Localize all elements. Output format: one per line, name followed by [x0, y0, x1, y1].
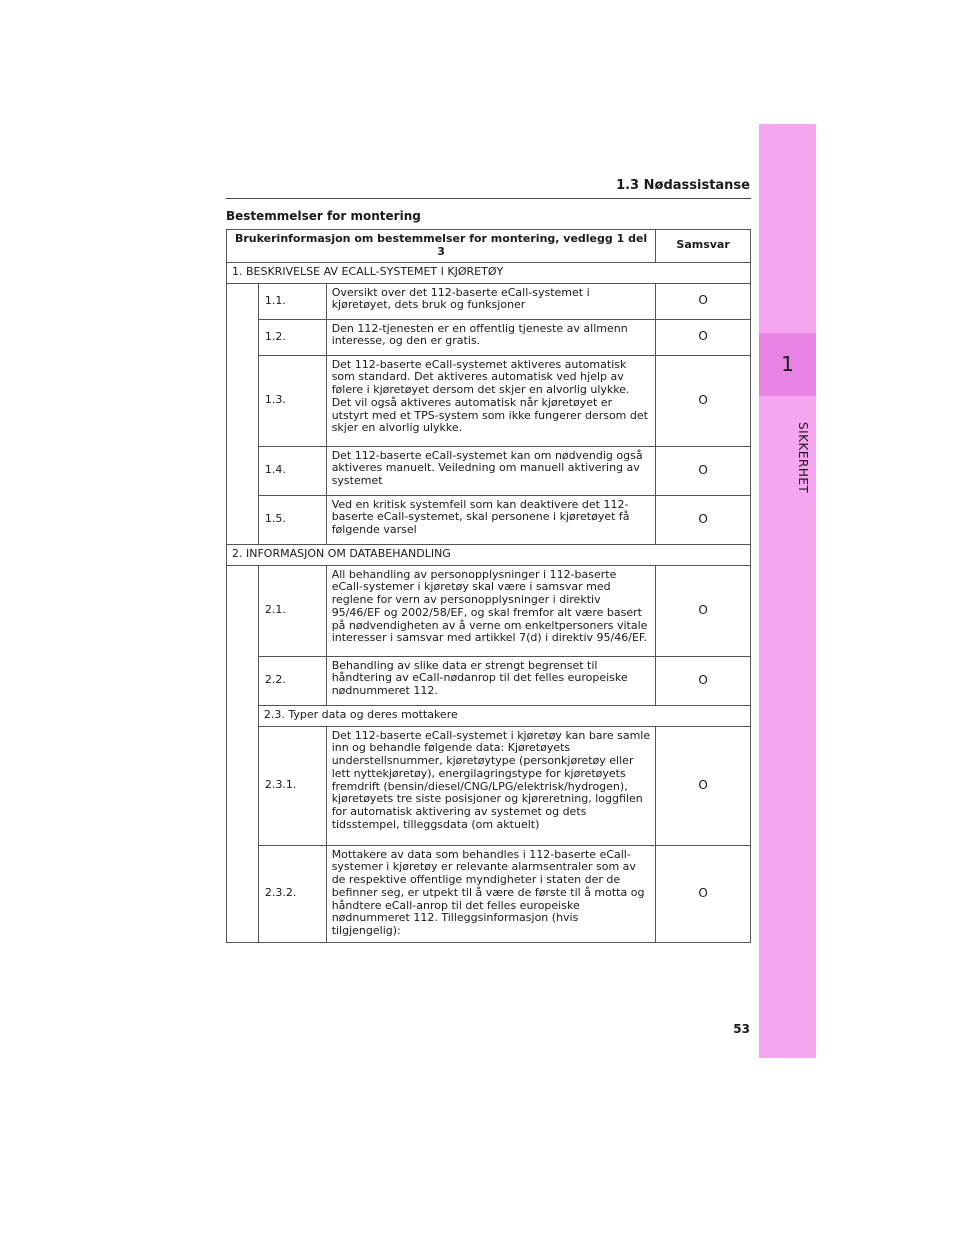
side-tab	[759, 124, 816, 1058]
compliance-mark: O	[656, 355, 751, 446]
section-title-2: 2. INFORMASJON OM DATABEHANDLING	[227, 544, 751, 565]
table-row	[227, 446, 751, 495]
page-number: 53	[733, 1022, 750, 1036]
row-id: 1.2.	[258, 319, 326, 355]
row-text: All behandling av personopplysninger i 112-baserte eCall-systemer i kjøretøy skal være i samsvar med reglene for vern av personopplysninger i direktiv 95/46/EF og 2002/58/EF, og skal fremfor alt være basert på nødvendigheten av å verne om enkeltpersoners vitale interesser i samsvar med artikkel 7(d) i direktiv 95/46/EF.	[326, 565, 656, 656]
compliance-mark: O	[656, 319, 751, 355]
table-row	[227, 845, 751, 942]
section-row	[227, 262, 751, 283]
compliance-mark: O	[656, 726, 751, 845]
section-title: Bestemmelser for montering	[226, 209, 421, 223]
row-id: 2.2.	[258, 656, 326, 705]
regulation-table	[226, 229, 751, 943]
compliance-mark: O	[656, 495, 751, 544]
table-row	[227, 319, 751, 355]
row-text: Den 112-tjenesten er en offentlig tjeneste av allmenn interesse, og den er gratis.	[326, 319, 656, 355]
row-id: 2.3.2.	[258, 845, 326, 942]
table-row	[227, 283, 751, 319]
row-text: Det 112-baserte eCall-systemet kan om nødvendig også aktiveres manuelt. Veiledning om manuell aktivering av systemet	[326, 446, 656, 495]
row-id: 2.3.1.	[258, 726, 326, 845]
row-id: 1.4.	[258, 446, 326, 495]
row-text: Oversikt over det 112-baserte eCall-systemet i kjøretøyet, dets bruk og funksjoner	[326, 283, 656, 319]
header-divider	[226, 198, 751, 199]
row-id: 2.1.	[258, 565, 326, 656]
chapter-number: 1	[759, 333, 816, 396]
table-row	[227, 726, 751, 845]
row-id: 1.3.	[258, 355, 326, 446]
compliance-mark: O	[656, 845, 751, 942]
indent-cell	[227, 283, 259, 544]
row-text: Behandling av slike data er strengt begrenset til håndtering av eCall-nødanrop til det felles europeiske nødnummeret 112.	[326, 656, 656, 705]
header-compliance: Samsvar	[656, 230, 751, 263]
page-header-title: 1.3 Nødassistanse	[616, 178, 750, 193]
subsection-title: 2.3. Typer data og deres mottakere	[258, 705, 750, 726]
compliance-mark: O	[656, 565, 751, 656]
indent-cell	[227, 565, 259, 942]
table-row	[227, 565, 751, 656]
section-title-1: 1. BESKRIVELSE AV ECALL-SYSTEMET I KJØRETØY	[227, 262, 751, 283]
row-id: 1.1.	[258, 283, 326, 319]
table-row	[227, 495, 751, 544]
header-info: Brukerinformasjon om bestemmelser for montering, vedlegg 1 del 3	[227, 230, 656, 263]
row-text: Ved en kritisk systemfeil som kan deaktivere det 112-baserte eCall-systemet, skal personene i kjøretøyet få følgende varsel	[326, 495, 656, 544]
compliance-mark: O	[656, 656, 751, 705]
compliance-mark: O	[656, 446, 751, 495]
row-text: Mottakere av data som behandles i 112-baserte eCall-systemer i kjøretøy er relevante alarmsentraler som av de respektive offentlige myndigheter i staten der de befinner seg, er utpekt til å være de første til å motta og håndtere eCall-anrop til det felles europeiske nødnummeret 112. Tilleggsinformasjon (hvis tilgjengelig):	[326, 845, 656, 942]
section-row	[227, 544, 751, 565]
table-row	[227, 656, 751, 705]
table-row	[227, 355, 751, 446]
chapter-label: SIKKERHET	[796, 422, 810, 494]
table-header-row	[227, 230, 751, 263]
compliance-mark: O	[656, 283, 751, 319]
row-text: Det 112-baserte eCall-systemet i kjøretøy kan bare samle inn og behandle følgende data: Kjøretøyets understellsnummer, kjøretøytype (personkjøretøy eller lett nyttekjøretøy), energilagringstype for kjøretøyets fremdrift (bensin/diesel/CNG/LPG/elektrisk/hydrogen), kjøretøyets tre siste posisjoner og kjøreretning, loggfilen for automatisk aktivering av systemet og dets tidsstempel, tilleggsdata (om aktuelt)	[326, 726, 656, 845]
subsection-row	[227, 705, 751, 726]
row-text: Det 112-baserte eCall-systemet aktiveres automatisk som standard. Det aktiveres automatisk ved hjelp av følere i kjøretøyet dersom det skjer en alvorlig ulykke. Det vil også aktiveres automatisk når kjøretøyet er utstyrt med et TPS-system som ikke fungerer dersom det skjer en alvorlig ulykke.	[326, 355, 656, 446]
row-id: 1.5.	[258, 495, 326, 544]
